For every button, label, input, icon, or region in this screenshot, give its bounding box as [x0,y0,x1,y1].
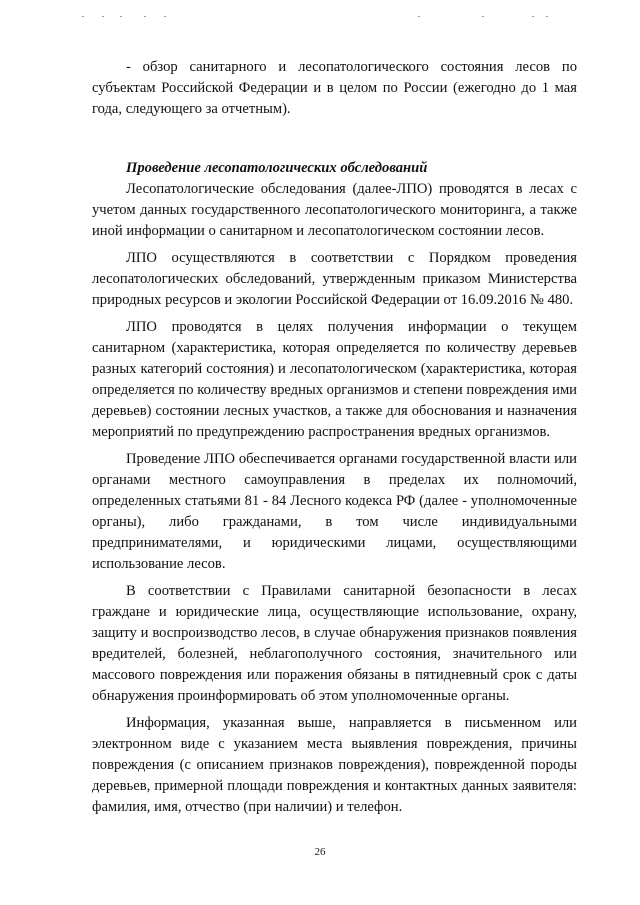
paragraph-lpo-definition: Лесопатологические обследования (далее-ЛПО) проводятся в лесах с учетом данных государственного лесопатологического мониторинга, а также иной информации о санитарном и лесопатологическом состоянии лесов. [92,181,577,239]
paragraph-lpo-order: ЛПО осуществляются в соответствии с Порядком проведения лесопатологических обследований, утвержденным приказом Министерства природных ресурсов и экологии Российской Федерации от 16.09.2016 № 480. [92,250,577,308]
section-heading: Проведение лесопатологических обследований [126,160,428,176]
page-number: 26 [314,846,326,858]
scan-artifact-dots [80,16,560,22]
paragraph-lpo-purpose: ЛПО проводятся в целях получения информации о текущем санитарном (характеристика, которая определяется по количеству деревьев разных категорий состояния) и лесопатологическом (характеристика, которая определяется по количеству вредных организмов и степени повреждения ими деревьев) состоянии лесных участков, а также для обоснования и назначения мероприятий по предупреждению распространения вредных организмов. [92,319,577,440]
paragraph-lpo-responsible: Проведение ЛПО обеспечивается органами государственной власти или органами местного самоуправления в пределах их полномочий, определенных статьями 81 - 84 Лесного кодекса РФ (далее - уполномоченные органы), либо гражданами, в том числе индивидуальными предпринимателями, и юридическими лицами, осуществляющими использование лесов. [92,451,577,572]
paragraph-sanitary-rules: В соответствии с Правилами санитарной безопасности в лесах граждане и юридические лица, осуществляющие использование, охрану, защиту и воспроизводство лесов, в случае обнаружения признаков появления вредителей, болезней, неблагополучного состояния, значительного или массового повреждения или поражения обязаны в пятидневный срок с даты обнаружения проинформировать об этом уполномоченные органы. [92,583,577,704]
paragraph-information-submission: Информация, указанная выше, направляется в письменном или электронном виде с указанием места выявления повреждения, причины повреждения (с описанием признаков повреждения), поврежденной породы деревьев, примерной площади повреждения и контактных данных заявителя: фамилия, имя, отчество (при наличии) и телефон. [92,715,577,815]
intro-paragraph: - обзор санитарного и лесопатологического состояния лесов по субъектам Российской Федерации и в целом по России (ежегодно до 1 мая года, следующего за отчетным). [92,59,577,117]
document-body [92,57,577,824]
